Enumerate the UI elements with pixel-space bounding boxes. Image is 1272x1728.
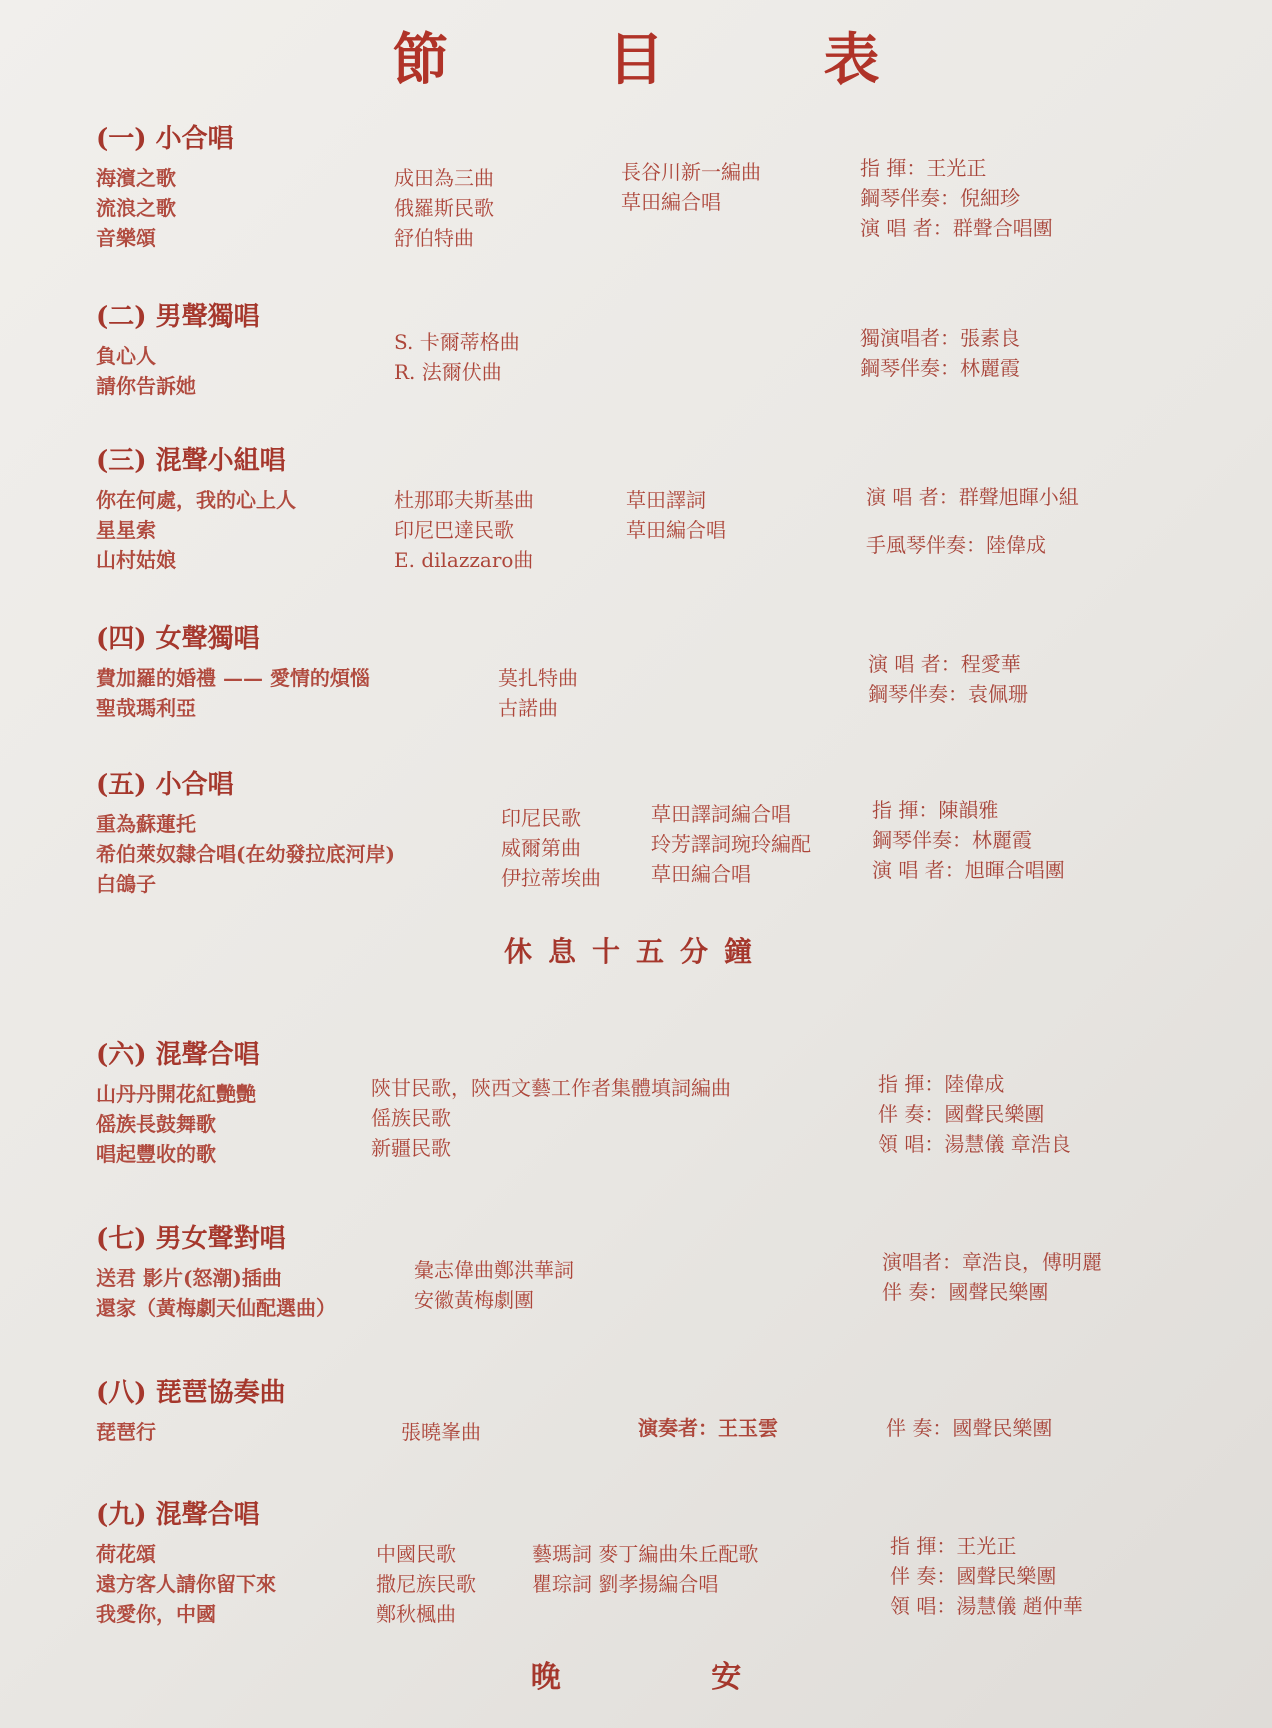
program-section-5 xyxy=(96,764,1236,896)
composer-credit: 新疆民歌 xyxy=(371,1136,451,1160)
composer-credit: 古諾曲 xyxy=(498,696,558,720)
performer-list xyxy=(860,323,1020,383)
song-title: 你在何處，我的心上人 xyxy=(96,488,296,512)
song-title: 星星索 xyxy=(96,518,156,542)
composer-credit: 俄羅斯民歌 xyxy=(394,196,494,220)
composer-credit: S. 卡爾蒂格曲 xyxy=(394,330,520,354)
program-section-8 xyxy=(96,1372,1236,1444)
song-title: 負心人 xyxy=(96,344,156,368)
performer-credit: 演 唱 者：程愛華 xyxy=(868,652,1021,676)
composer-credit: 張曉峯曲 xyxy=(401,1420,481,1444)
program-section-1 xyxy=(96,118,1236,250)
song-title: 山村姑娘 xyxy=(96,548,176,572)
performer-credit: 演唱者：章浩良，傅明麗 xyxy=(882,1250,1102,1274)
section-heading: (一) 小合唱 xyxy=(96,124,234,154)
performer-credit: 鋼琴伴奏：林麗霞 xyxy=(860,356,1020,380)
soloist-credit xyxy=(638,1413,778,1443)
performer-credit: 演 唱 者：旭暉合唱團 xyxy=(872,858,1065,882)
song-title: 我愛你，中國 xyxy=(96,1602,216,1626)
song-list xyxy=(96,1263,336,1323)
song-title: 唱起豐收的歌 xyxy=(96,1142,216,1166)
composer-credit: 伊拉蒂埃曲 xyxy=(501,866,601,890)
performer-credit: 鋼琴伴奏：倪細珍 xyxy=(860,186,1020,210)
arranger-credit: 草田編合唱 xyxy=(626,518,726,542)
song-title: 聖哉瑪利亞 xyxy=(96,696,196,720)
composer-credit: 印尼民歌 xyxy=(501,806,581,830)
program-section-9 xyxy=(96,1494,1236,1626)
performer-credit: 指 揮：陳韻雅 xyxy=(872,798,999,822)
intermission-note: 休息十五分鐘 xyxy=(503,935,768,968)
arranger-credit: 藝瑪詞 麥丁編曲朱丘配歌 xyxy=(532,1542,759,1566)
song-title: 還家（黃梅劇天仙配選曲） xyxy=(96,1296,336,1320)
performer-credit: 伴 奏：國聲民樂團 xyxy=(878,1102,1045,1126)
performer-credit: 指 揮：陸偉成 xyxy=(878,1072,1005,1096)
performer-credit: 手風琴伴奏：陸偉成 xyxy=(866,533,1046,557)
composer-credit: 中國民歌 xyxy=(376,1542,456,1566)
song-title: 遠方客人請你留下來 xyxy=(96,1572,276,1596)
song-title: 山丹丹開花紅艷艷 xyxy=(96,1082,256,1106)
arranger-credit: 長谷川新一編曲 xyxy=(621,160,761,184)
performer-credit: 獨演唱者：張素良 xyxy=(860,326,1020,350)
closing-note: 晚 安 xyxy=(530,1660,812,1695)
performer-list xyxy=(882,1247,1102,1307)
performer-credit: 指 揮：王光正 xyxy=(860,156,987,180)
performer-list xyxy=(890,1531,1083,1621)
composer-credit: 陝甘民歌，陝西文藝工作者集體填詞編曲 xyxy=(371,1076,731,1100)
composer-credit: 杜那耶夫斯基曲 xyxy=(394,488,534,512)
composer-credit: 撒尼族民歌 xyxy=(376,1572,476,1596)
composer-credit: 成田為三曲 xyxy=(394,166,494,190)
performer-credit: 領 唱：湯慧儀 章浩良 xyxy=(878,1132,1071,1156)
performer-credit: 領 唱：湯慧儀 趙仲華 xyxy=(890,1594,1083,1618)
performer-credit: 演 唱 者：群聲旭暉小組 xyxy=(866,485,1079,509)
composer-list xyxy=(376,1539,476,1629)
song-list xyxy=(96,1417,156,1447)
composer-list xyxy=(414,1255,574,1315)
song-title: 希伯萊奴隸合唱(在幼發拉底河岸) xyxy=(96,842,395,866)
song-title: 海濱之歌 xyxy=(96,166,176,190)
soloist-credit-text: 演奏者：王玉雲 xyxy=(638,1416,778,1440)
composer-credit: E. dilazzaro曲 xyxy=(394,548,534,572)
song-title: 白鴿子 xyxy=(96,872,156,896)
song-list xyxy=(96,809,395,899)
song-list xyxy=(96,1079,256,1169)
song-list xyxy=(96,663,370,723)
section-heading: (八) 琵琶協奏曲 xyxy=(96,1378,286,1408)
performer-credit: 伴 奏：國聲民樂團 xyxy=(882,1280,1049,1304)
arranger-list xyxy=(532,1539,758,1599)
section-heading: (三) 混聲小組唱 xyxy=(96,446,286,476)
composer-list xyxy=(371,1073,731,1163)
composer-list xyxy=(498,663,578,723)
song-title: 傜族長鼓舞歌 xyxy=(96,1112,216,1136)
performer-list xyxy=(868,649,1028,709)
section-heading: (二) 男聲獨唱 xyxy=(96,302,260,332)
song-list xyxy=(96,341,196,401)
performer-credit: 指 揮：王光正 xyxy=(890,1534,1017,1558)
composer-list xyxy=(394,485,534,575)
song-title: 荷花頌 xyxy=(96,1542,156,1566)
composer-credit: 鄭秋楓曲 xyxy=(376,1602,456,1626)
section-heading: (六) 混聲合唱 xyxy=(96,1040,260,1070)
section-heading: (九) 混聲合唱 xyxy=(96,1500,260,1530)
song-title: 音樂頌 xyxy=(96,226,156,250)
performer-credit: 鋼琴伴奏：袁佩珊 xyxy=(868,682,1028,706)
song-list xyxy=(96,163,176,253)
song-title: 費加羅的婚禮 —— 愛情的煩惱 xyxy=(96,666,370,690)
performer-list xyxy=(860,153,1053,243)
composer-credit: R. 法爾伏曲 xyxy=(394,360,502,384)
arranger-list xyxy=(626,485,726,545)
song-title: 重為蘇蓮托 xyxy=(96,812,196,836)
composer-credit: 傜族民歌 xyxy=(371,1106,451,1130)
performer-list xyxy=(872,795,1065,885)
arranger-credit: 草田譯詞 xyxy=(626,488,706,512)
arranger-credit: 草田編合唱 xyxy=(621,190,721,214)
performer-list xyxy=(866,473,1079,569)
composer-credit: 威爾第曲 xyxy=(501,836,581,860)
song-title: 請你告訴她 xyxy=(96,374,196,398)
song-title: 流浪之歌 xyxy=(96,196,176,220)
composer-credit: 彙志偉曲鄭洪華詞 xyxy=(414,1258,574,1282)
composer-list xyxy=(394,327,520,387)
composer-credit: 莫扎特曲 xyxy=(498,666,578,690)
arranger-credit: 瞿琮詞 劉孝揚編合唱 xyxy=(532,1572,719,1596)
composer-list xyxy=(401,1417,481,1447)
song-list xyxy=(96,1539,276,1629)
composer-list xyxy=(501,803,601,893)
program-section-7 xyxy=(96,1218,1236,1320)
section-heading: (五) 小合唱 xyxy=(96,770,234,800)
performer-list xyxy=(886,1413,1052,1443)
composer-credit: 印尼巴達民歌 xyxy=(394,518,514,542)
section-heading: (四) 女聲獨唱 xyxy=(96,624,260,654)
composer-credit: 舒伯特曲 xyxy=(394,226,474,250)
performer-credit: 伴 奏：國聲民樂團 xyxy=(886,1416,1053,1440)
section-heading: (七) 男女聲對唱 xyxy=(96,1224,286,1254)
arranger-list xyxy=(651,799,811,889)
composer-list xyxy=(394,163,494,253)
song-title: 送君 影片(怒潮)插曲 xyxy=(96,1266,282,1290)
page-title: 節 目 表 xyxy=(392,27,950,93)
program-section-4 xyxy=(96,618,1236,720)
performer-credit: 演 唱 者：群聲合唱團 xyxy=(860,216,1053,240)
composer-credit: 安徽黃梅劇團 xyxy=(414,1288,534,1312)
performer-credit: 伴 奏：國聲民樂團 xyxy=(890,1564,1057,1588)
arranger-list xyxy=(621,157,761,217)
program-section-6 xyxy=(96,1034,1236,1166)
performer-list xyxy=(878,1069,1071,1159)
arranger-credit: 草田譯詞編合唱 xyxy=(651,802,791,826)
song-list xyxy=(96,485,296,575)
performer-credit: 鋼琴伴奏：林麗霞 xyxy=(872,828,1032,852)
arranger-credit: 玲芳譯詞琬玲編配 xyxy=(651,832,811,856)
arranger-credit: 草田編合唱 xyxy=(651,862,751,886)
song-title: 琵琶行 xyxy=(96,1420,156,1444)
program-section-2 xyxy=(96,296,1236,398)
program-section-3 xyxy=(96,440,1236,572)
